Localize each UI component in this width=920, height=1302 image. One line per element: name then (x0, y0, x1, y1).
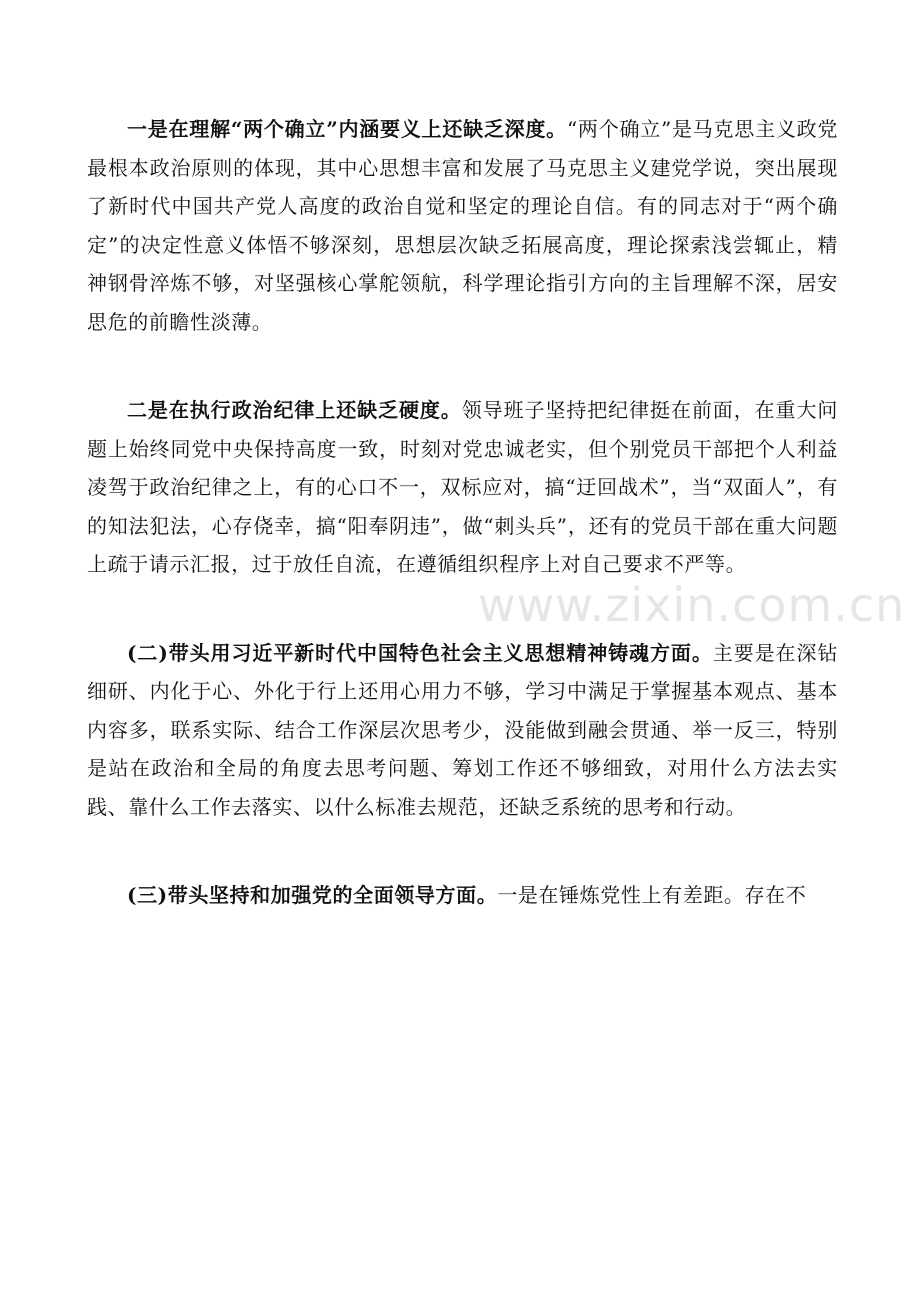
paragraph-2 (87, 391, 838, 584)
paragraph-2-body: 领导班子坚持把纪律挺在前面，在重大问题上始终同党中央保持高度一致，时刻对党忠诚老实，但个别党员干部把个人利益凌驾于政治纪律之上，有的心口不一，双标应对，搞“迂回战术”，当“双面人”，有的知法犯法，心存侥幸，搞“阳奉阴违”，做“刺头兵”，还有的党员干部在重大问题上疏于请示汇报，过于放任自流，在遵循组织程序上对自己要求不严等。 (87, 398, 838, 576)
paragraph-4-body: 一是在锤炼党性上有差距。存在不 (497, 883, 807, 907)
paragraph-3-heading: (二)带头用习近平新时代中国特色社会主义思想精神铸魂方面。 (127, 640, 713, 665)
paragraph-3-body: 主要是在深钻细研、内化于心、外化于行上还用心用力不够，学习中满足于掌握基本观点、基本内容多，联系实际、结合工作深层次思考少，没能做到融会贯通、举一反三，特别是站在政治和全局的角度去思考问题、筹划工作还不够细致，对用什么方法去实践、靠什么工作去落实、以什么标准去规范，还缺乏系统的思考和行动。 (87, 640, 838, 819)
paragraph-1-body: “两个确立”是马克思主义政党最根本政治原则的体现，其中心思想丰富和发展了马克思主义建党学说，突出展现了新时代中国共产党人高度的政治自觉和坚定的理论自信。有的同志对于“两个确定”的决定性意义体悟不够深刻，思想层次缺乏拓展高度，理论探索浅尝辄止，精神钢骨淬炼不够，对坚强核心掌舵领航，科学理论指引方向的主旨理解不深，居安思危的前瞻性淡薄。 (87, 117, 838, 334)
paragraph-4-heading: (三)带头坚持和加强党的全面领导方面。 (127, 883, 498, 907)
watermark: www.zixin.com.cn (478, 578, 906, 632)
paragraph-1 (87, 110, 838, 341)
paragraph-1-heading: 一是在理解“两个确立”内涵要义上还缺乏深度。 (127, 117, 567, 141)
paragraph-3 (87, 634, 838, 827)
paragraph-4 (87, 876, 838, 915)
paragraph-2-heading: 二是在执行政治纪律上还缺乏硬度。 (127, 398, 462, 422)
